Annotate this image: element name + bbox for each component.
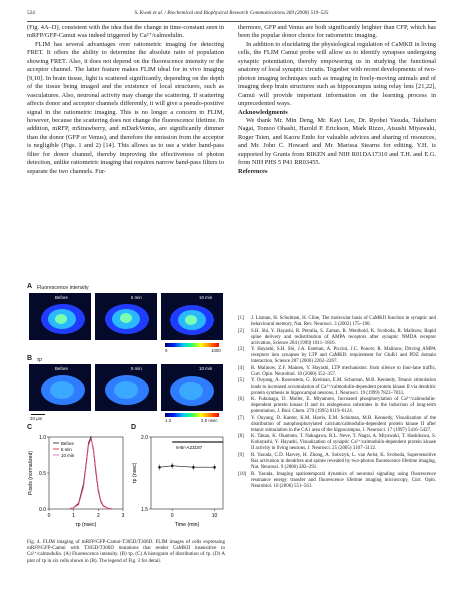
- figure-caption: Fig. 4. FLIM imaging of mRFP/GFP-Camui-T305D/T306D. FLIM images of cells expressing mRFP/GFP-Camui with T305D/T306D mutations that render CaMKII insensitive to Ca²⁺/calmodulin. (A) Fluorescence intensity. (B) τp. (C) A histogram of distribution of τp. (D) A plot of τp in six cells shown in (B). The legend of Fig. 3 for detail.: [27, 539, 225, 564]
- reference-text: R. Yasuda, C.D. Harvey, H. Zhong, A. Sobczyk, L. van Aelst, K. Svoboda, Supersensitive Ras activation in dendrites and spines revealed by two-photon fluorescence lifetime imaging, Nat. Neurosci. 9 (2006) 283–291.: [251, 453, 436, 471]
- image-label: 5 min: [131, 366, 142, 371]
- drug-label: 6-Br-A23187: [176, 445, 203, 450]
- body-paragraph: In addition to elucidating the physiological regulation of CaMKII in living cells, the FLIM Camui probe will allow us to identify synapses undergoing synaptic potentiation, thereby empowering us in studying the functional anatomy of local synaptic circuits. Together with recent developments of two-photon imaging techniques such as imaging in freely-moving animals and of imaging deep brain structures such as hippocampus using relay lens [21,22], Camui will provide important information on the learning process in unprecedented ways.: [238, 40, 436, 108]
- reference-number: [2]: [238, 328, 244, 334]
- image-label: 10 min: [199, 366, 213, 371]
- y-tick-label: 1.5: [141, 506, 148, 513]
- y-axis-label: Pixels (normalized): [28, 450, 34, 496]
- reference-number: [5]: [238, 378, 244, 384]
- series-line-0: [69, 437, 113, 509]
- x-tick-label: 0: [170, 513, 174, 519]
- panel-b-title: τp: [37, 357, 42, 363]
- intensity-image-10min: [161, 293, 223, 340]
- y-tick-label: 0.0: [39, 506, 46, 513]
- lifetime-colorbar: [165, 413, 219, 417]
- image-label: 10 min: [199, 295, 213, 300]
- cell-lifetime-image: [95, 364, 157, 411]
- reference-number: [4]: [238, 365, 244, 371]
- x-axis-label: τp (nsec): [75, 522, 97, 528]
- reference-text: Y. Ouyang, A. Rosenstein, G. Kreiman, E.M. Schuman, M.B. Kennedy, Tetanic stimulation leads to increased accumulation of Ca²⁺/calmodulin-dependent protein kinase II via dendritic protein synthesis in hippocampal neurons, J. Neurosci. 19 (1999) 7823–7833.: [251, 378, 436, 396]
- reference-number: [3]: [238, 347, 244, 353]
- panel-c-letter: C: [27, 424, 33, 431]
- reference-number: [8]: [238, 434, 244, 440]
- panel-b-letter: B: [27, 355, 33, 362]
- reference-text: J. Lisman, H. Schulman, H. Cline, The molecular basis of CaMKII function in synaptic and behavioural memory, Nat. Rev. Neurosci. 3 (2002) 175–190.: [251, 316, 436, 328]
- lifetime-image-5min: [95, 364, 157, 411]
- reference-number: [9]: [238, 453, 244, 459]
- reference-number: [10]: [238, 471, 247, 477]
- series-line-2: [69, 439, 113, 509]
- reference-text: R. Yasuda, Imaging spatiotemporal dynamics of neuronal signaling using fluorescence resonance energy transfer and fluorescence lifetime imaging microscopy, Curr. Opin. Neurobiol. 16 (2006) 551–561.: [251, 471, 436, 489]
- running-title: S. Kwok et al. / Biochemical and Biophysical Research Communications 369 (2008) 519–525: [134, 10, 329, 16]
- reference-item: [238, 347, 436, 365]
- reference-item: [238, 397, 436, 415]
- reference-item: [238, 316, 436, 328]
- reference-item: [238, 329, 436, 347]
- scale-bar-label: 20 µm: [30, 416, 43, 421]
- reference-number: [1]: [238, 316, 244, 321]
- left-column: [27, 24, 224, 176]
- intensity-colorbar: [165, 343, 219, 347]
- cell-lifetime-image: [161, 364, 223, 411]
- lifetime-image-before: [29, 364, 91, 411]
- body-paragraph: FLIM has several advantages over ratiometric imaging for detecting FRET. It offers the ability to determine the absolute ratio of population showing FRET. Also, it does not depend on the fluorescence intensity or the acceptor channel. The latter feature makes FLIM ideal for in vivo imaging [9,10]. In brain tissue, light is scattered significantly, depending on the depth of the tissue being imaged and the existence of local structures, such as vasculatures. Also, neuronal activity may change the scattering. If scattering affects donor and acceptor channels differently, it will give a pseudo-positive signal in the ratiometric imaging. This is no longer a concern in FLIM, however, because the scattering does not change the fluorescence lifetime. In addition, mRFP, mStrawberry, and mDarkVenus, are significantly dimmer than the donor (GFP or Venus), and therefore the emission from the acceptor is negligible (Figs. 1 and 2) [14]. This allows us to use a wider band-pass filter for donor channel, thereby improving the effectiveness of photon detection, unlike ratiometric imaging that requires narrow band-pass filters to separate the two channels. Fur-: [27, 40, 224, 175]
- body-paragraph: thermore, GFP and Venus are both significantly brighter than CFP, which has been the popular donor choice for ratiometric imaging.: [238, 24, 436, 40]
- panel-a-title: Fluorescence intensity: [37, 285, 89, 291]
- legend-label: 10 min: [61, 452, 75, 458]
- y-tick-label: 0.5: [39, 470, 46, 477]
- cell-intensity-image: [161, 293, 223, 340]
- reference-item: [238, 366, 436, 378]
- legend-label: Before: [61, 440, 74, 446]
- histogram-chart: [27, 431, 127, 534]
- legend-label: 5 min: [61, 446, 72, 452]
- page-number: 524: [27, 10, 35, 16]
- reference-text: Y. Hayashi, S.H. Shi, J.A. Esteban, A. Piccini, J.C. Poncer, R. Malinow, Driving AMPA receptors into synapses by LTP and CaMKII: requirement for GluR1 and PDZ domain interaction, Science 287 (2000) 2262–2267.: [251, 347, 436, 365]
- reference-text: Y. Ouyang, D. Kantor, K.M. Harris, E.M. Schuman, M.B. Kennedy, Visualization of the distribution of autophosphorylated calcium/calmodulin-dependent protein kinase II after tetanic stimulation in the CA1 area of the hippocampus, J. Neurosci. 17 (1997) 5416–5427.: [251, 415, 436, 433]
- running-header: [27, 9, 436, 18]
- cell-intensity-image: [29, 293, 91, 340]
- reference-text: K. Fukunaga, D. Muller, E. Miyamoto, Increased phosphorylation of Ca²⁺/calmodulin-dependent protein kinase II and its endogenous substrates in the induction of long-term potentiation, J. Biol. Chem. 270 (1995) 6119–6124.: [251, 397, 436, 415]
- reference-item: [238, 416, 436, 434]
- x-axis-label: Time (min): [174, 522, 200, 528]
- header-rule: [27, 21, 436, 22]
- x-tick-label: 2: [96, 513, 100, 519]
- y-tick-label: 1.0: [39, 434, 46, 441]
- figure-4: [27, 283, 227, 536]
- image-label: 5 min: [131, 295, 142, 300]
- colorbar-min-label: 1.3: [165, 418, 172, 423]
- colorbar-max-label: 1000: [211, 348, 221, 353]
- intensity-image-5min: [95, 293, 157, 340]
- x-tick-label: 3: [121, 513, 125, 519]
- body-paragraph: (Fig. 4A–D), consistent with the idea that the change in time-constant seen in mRFP/GFP-Camui was indeed triggered by Ca²⁺/calmodulin.: [27, 24, 224, 40]
- image-label: Before: [55, 366, 68, 371]
- cell-intensity-image: [95, 293, 157, 340]
- reference-item: [238, 434, 436, 452]
- series-line-0: [160, 466, 215, 467]
- reference-item: [238, 453, 436, 471]
- x-tick-label: 1: [72, 513, 76, 519]
- x-tick-label: 10: [211, 513, 218, 519]
- reference-number: [7]: [238, 415, 244, 421]
- colorbar-min-label: 0: [165, 348, 168, 353]
- reference-text: S.H. Shi, Y. Hayashi, R. Petralia, S. Zaman, R. Wenthold, K. Svoboda, R. Malinow, Rapid spine delivery and redistribution of AMPA receptors after synaptic NMDA receptor activation, Science 284 (1999) 1811–1816.: [251, 328, 436, 346]
- y-tick-label: 2.0: [141, 434, 148, 441]
- reference-text: K. Takao, K. Okamoto, T. Nakagawa, R.L. Neve, T. Nagai, A. Miyawaki, T. Hashikawa, S. Kobayashi, Y. Hayashi, Visualization of synaptic Ca²⁺/calmodulin-dependent protein kinase II activity in living neurons, J. Neurosci. 25 (2005) 3107–3112.: [251, 434, 436, 452]
- cell-lifetime-image: [29, 364, 91, 411]
- intensity-image-before: [29, 293, 91, 340]
- references-heading: References: [238, 167, 268, 175]
- series-line-1: [69, 438, 113, 509]
- right-column: [238, 24, 436, 176]
- reference-item: [238, 378, 436, 396]
- panel-a-letter: A: [27, 283, 33, 290]
- reference-list: [238, 316, 436, 490]
- lifetime-image-10min: [161, 364, 223, 411]
- acknowledgments-heading: Acknowledgments: [238, 108, 288, 116]
- panel-d-letter: D: [131, 424, 137, 431]
- reference-number: [6]: [238, 397, 244, 403]
- y-axis-label: τp (nsec): [132, 462, 138, 484]
- image-label: Before: [55, 295, 68, 300]
- reference-item: [238, 472, 436, 490]
- x-tick-label: 0: [47, 513, 51, 519]
- colorbar-max-label: 2.5 nsec: [201, 418, 218, 423]
- reference-text: R. Malinow, Z.F. Mainen, Y. Hayashi, LTP mechanisms: from silence to four-lane traffic, Curr. Opin. Neurobiol. 10 (2000) 352–357.: [251, 365, 436, 377]
- timecourse-chart: [131, 431, 227, 534]
- acknowledgments-text: We thank Mr. Min Deng, Mr. Kayi Lee, Dr. Ryohei Yasuda, Takeharu Nagai, Tomoo Ohashi, Harold P. Erickson, Mark Rizzo, Atsushi Miyawaki, Roger Tsien, and Kaoru Endo for valuable advices and sharing of resources, and Mr. John C. Howard and Mr. Marissa Stearns for editing. Y.H. is supported by Grants from RIKEN and NIH R01DA17310 and T.H. and E.G. from NIH PHS 5 P41 RR03455.: [238, 116, 436, 167]
